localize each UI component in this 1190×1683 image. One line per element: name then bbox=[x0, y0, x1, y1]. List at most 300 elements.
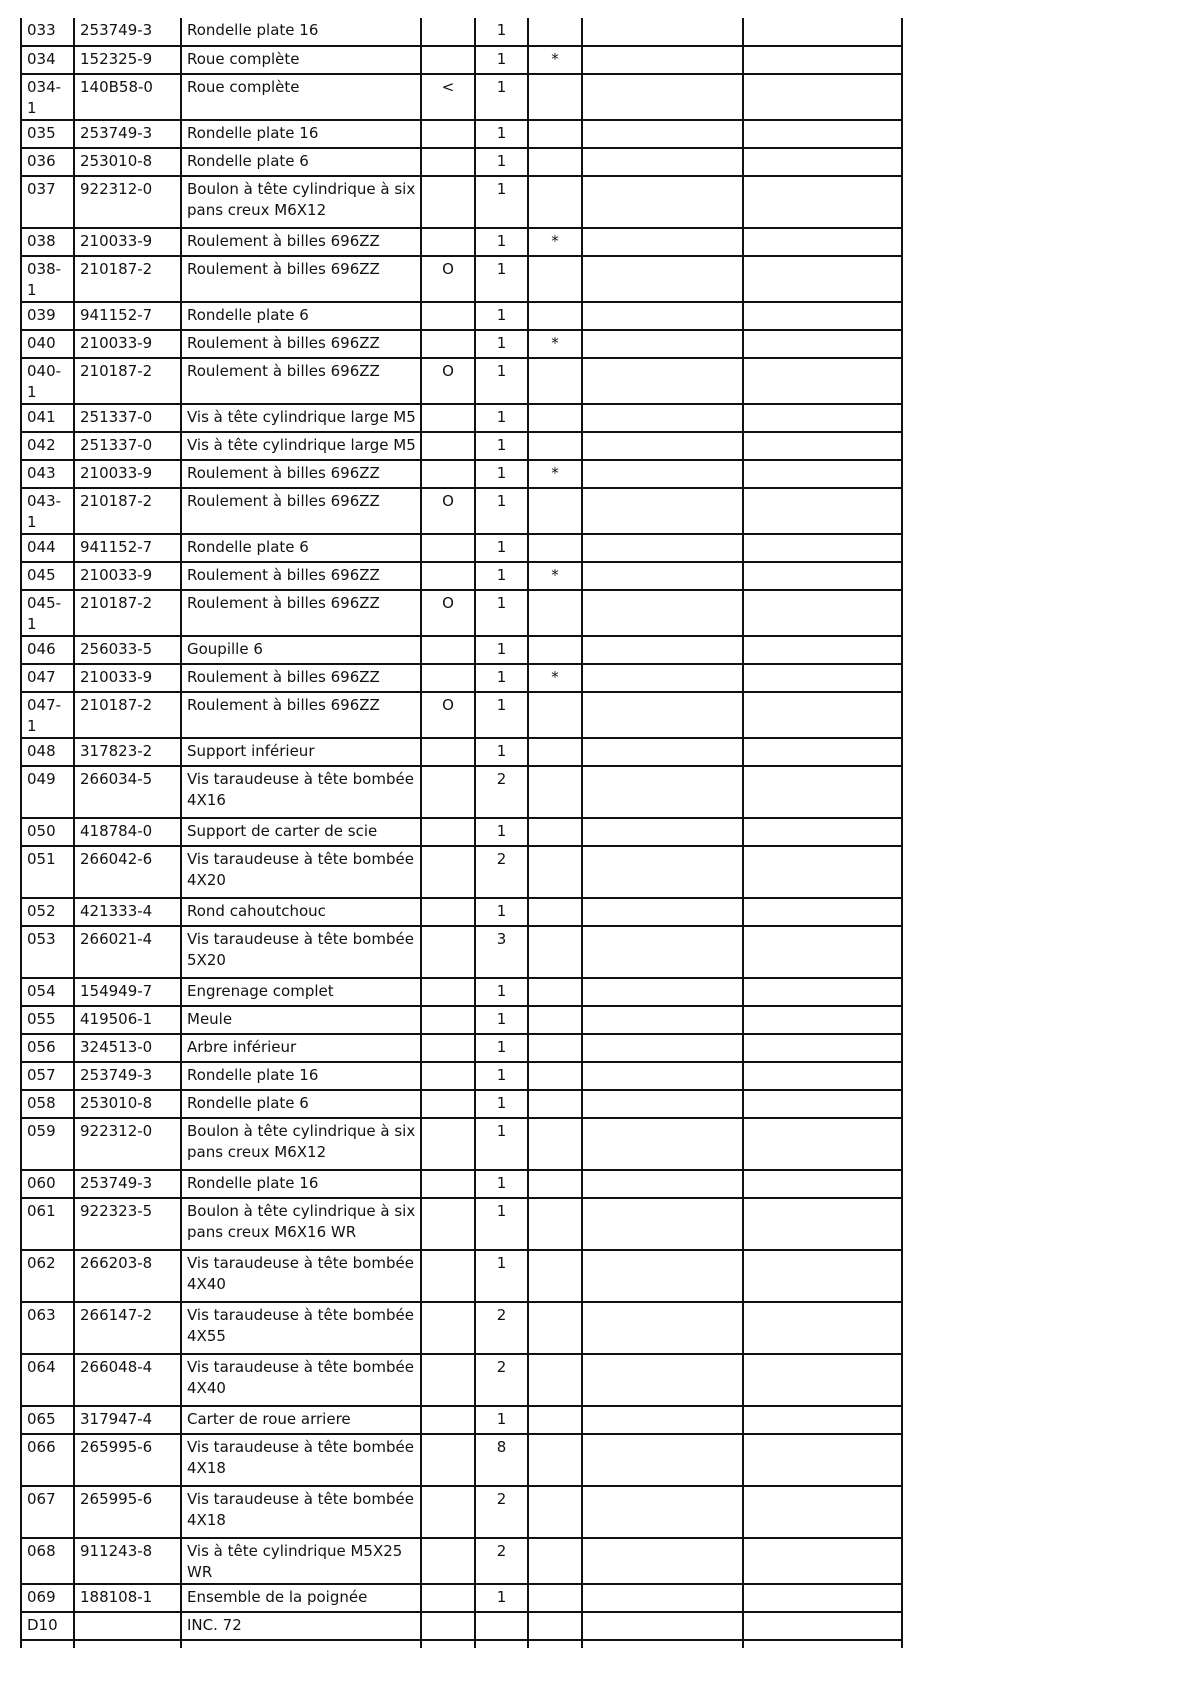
table-row bbox=[21, 228, 902, 256]
blank-cell bbox=[743, 846, 902, 898]
table-row bbox=[21, 404, 902, 432]
description-text: Vis à tête cylindrique large M5 bbox=[187, 436, 416, 454]
part-number-text: 253749-3 bbox=[80, 1066, 153, 1084]
blank-cell bbox=[743, 1486, 902, 1538]
quantity-cell bbox=[475, 1640, 528, 1648]
quantity-text: 1 bbox=[496, 124, 507, 142]
part-number-cell bbox=[74, 460, 181, 488]
item-number-cell bbox=[21, 664, 74, 692]
description-text: Vis taraudeuse à tête bombée 5X20 bbox=[187, 930, 414, 969]
quantity-cell bbox=[475, 330, 528, 358]
parts-table-body bbox=[21, 18, 902, 1648]
blank-cell bbox=[743, 1006, 902, 1034]
blank-cell bbox=[743, 926, 902, 978]
description-text: Vis taraudeuse à tête bombée 4X20 bbox=[187, 850, 414, 889]
blank-cell bbox=[743, 358, 902, 404]
blank-cell bbox=[743, 738, 902, 766]
mark-cell bbox=[421, 1090, 475, 1118]
blank-cell bbox=[743, 148, 902, 176]
item-number-text: 048 bbox=[27, 742, 56, 760]
description-text: Roulement à billes 696ZZ bbox=[187, 464, 380, 482]
item-number-cell bbox=[21, 18, 74, 46]
item-number-text: 062 bbox=[27, 1254, 56, 1272]
note-cell bbox=[528, 302, 582, 330]
quantity-cell bbox=[475, 1198, 528, 1250]
description-text: Roulement à billes 696ZZ bbox=[187, 566, 380, 584]
table-row bbox=[21, 460, 902, 488]
note-text bbox=[534, 121, 576, 123]
mark-text bbox=[427, 229, 469, 231]
mark-cell bbox=[421, 358, 475, 404]
quantity-cell bbox=[475, 302, 528, 330]
note-text bbox=[534, 1407, 576, 1409]
note-cell bbox=[528, 590, 582, 636]
mark-cell bbox=[421, 488, 475, 534]
part-number-cell bbox=[74, 562, 181, 590]
quantity-text: 1 bbox=[496, 668, 507, 686]
mark-text bbox=[427, 1641, 469, 1643]
note-text bbox=[534, 1487, 576, 1489]
description-text: Roue complète bbox=[187, 78, 300, 96]
note-text bbox=[534, 979, 576, 981]
blank-cell bbox=[743, 488, 902, 534]
mark-text bbox=[427, 331, 469, 333]
table-row bbox=[21, 664, 902, 692]
quantity-text: 1 bbox=[496, 1588, 507, 1606]
part-number-cell bbox=[74, 1302, 181, 1354]
quantity-cell bbox=[475, 148, 528, 176]
quantity-text bbox=[481, 1613, 522, 1615]
item-number-text: 037 bbox=[27, 180, 56, 198]
note-cell bbox=[528, 534, 582, 562]
note-cell bbox=[528, 18, 582, 46]
note-text bbox=[534, 1035, 576, 1037]
description-text: Boulon à tête cylindrique à six pans creux M6X12 bbox=[187, 180, 416, 219]
mark-text bbox=[427, 819, 469, 821]
item-number-cell bbox=[21, 488, 74, 534]
item-number-cell bbox=[21, 404, 74, 432]
item-number-text: 040 bbox=[27, 334, 56, 352]
item-number-cell bbox=[21, 846, 74, 898]
item-number-text: 047-1 bbox=[27, 696, 62, 735]
mark-text bbox=[427, 121, 469, 123]
description-cell bbox=[181, 1302, 421, 1354]
description-text: Rondelle plate 16 bbox=[187, 124, 319, 142]
quantity-cell bbox=[475, 1170, 528, 1198]
blank-cell bbox=[743, 460, 902, 488]
blank-cell bbox=[743, 692, 902, 738]
table-row bbox=[21, 1006, 902, 1034]
table-row bbox=[21, 1302, 902, 1354]
item-number-cell bbox=[21, 1006, 74, 1034]
mark-cell bbox=[421, 1538, 475, 1584]
item-number-cell bbox=[21, 46, 74, 74]
part-number-cell bbox=[74, 926, 181, 978]
note-cell bbox=[528, 74, 582, 120]
item-number-text: 061 bbox=[27, 1202, 56, 1220]
part-number-cell bbox=[74, 1006, 181, 1034]
note-cell bbox=[528, 1434, 582, 1486]
part-number-cell bbox=[74, 846, 181, 898]
part-number-text: 210033-9 bbox=[80, 334, 153, 352]
quantity-cell bbox=[475, 1612, 528, 1640]
note-text bbox=[534, 693, 576, 695]
note-cell bbox=[528, 358, 582, 404]
item-number-text: 067 bbox=[27, 1490, 56, 1508]
part-number-cell bbox=[74, 228, 181, 256]
blank-cell bbox=[743, 1406, 902, 1434]
blank-cell bbox=[743, 432, 902, 460]
item-number-cell bbox=[21, 1118, 74, 1170]
part-number-cell bbox=[74, 692, 181, 738]
quantity-text: 1 bbox=[496, 21, 507, 39]
item-number-cell bbox=[21, 1434, 74, 1486]
blank-cell bbox=[582, 74, 743, 120]
part-number-text: 419506-1 bbox=[80, 1010, 153, 1028]
note-text bbox=[534, 927, 576, 929]
part-number-text: 253749-3 bbox=[80, 21, 153, 39]
quantity-text: 2 bbox=[496, 1490, 507, 1508]
mark-cell bbox=[421, 818, 475, 846]
note-text bbox=[534, 405, 576, 407]
quantity-cell bbox=[475, 664, 528, 692]
blank-cell bbox=[743, 74, 902, 120]
description-cell bbox=[181, 590, 421, 636]
table-row bbox=[21, 1198, 902, 1250]
part-number-text: 317947-4 bbox=[80, 1410, 153, 1428]
table-row bbox=[21, 636, 902, 664]
note-text bbox=[534, 75, 576, 77]
quantity-text: 1 bbox=[496, 408, 507, 426]
description-text: Vis taraudeuse à tête bombée 4X18 bbox=[187, 1490, 414, 1529]
description-text: Roulement à billes 696ZZ bbox=[187, 232, 380, 250]
item-number-text: 043-1 bbox=[27, 492, 62, 531]
quantity-text: 1 bbox=[496, 464, 507, 482]
mark-cell bbox=[421, 1302, 475, 1354]
blank-cell bbox=[582, 256, 743, 302]
mark-cell bbox=[421, 692, 475, 738]
quantity-cell bbox=[475, 18, 528, 46]
table-row bbox=[21, 846, 902, 898]
mark-text bbox=[427, 1539, 469, 1541]
blank-cell bbox=[582, 664, 743, 692]
quantity-text: 1 bbox=[496, 640, 507, 658]
note-cell bbox=[528, 1170, 582, 1198]
description-text: Vis à tête cylindrique M5X25 WR bbox=[187, 1542, 403, 1581]
description-text: Rond cahoutchouc bbox=[187, 902, 326, 920]
item-number-text: 040-1 bbox=[27, 362, 62, 401]
item-number-cell bbox=[21, 1406, 74, 1434]
description-cell bbox=[181, 692, 421, 738]
mark-text bbox=[427, 1199, 469, 1201]
description-cell bbox=[181, 460, 421, 488]
item-number-cell bbox=[21, 978, 74, 1006]
note-text bbox=[534, 359, 576, 361]
mark-cell bbox=[421, 1434, 475, 1486]
note-text bbox=[534, 1199, 576, 1201]
table-row bbox=[21, 818, 902, 846]
quantity-text: 1 bbox=[496, 50, 507, 68]
mark-cell bbox=[421, 1584, 475, 1612]
quantity-text: 1 bbox=[496, 822, 507, 840]
note-cell bbox=[528, 692, 582, 738]
part-number-text bbox=[80, 1613, 175, 1615]
mark-text bbox=[427, 1435, 469, 1437]
note-cell bbox=[528, 1118, 582, 1170]
quantity-text: 1 bbox=[496, 1254, 507, 1272]
description-cell bbox=[181, 664, 421, 692]
part-number-text: 266203-8 bbox=[80, 1254, 153, 1272]
blank-cell bbox=[582, 898, 743, 926]
quantity-cell bbox=[475, 562, 528, 590]
part-number-text: 418784-0 bbox=[80, 822, 153, 840]
description-cell bbox=[181, 926, 421, 978]
blank-cell bbox=[582, 818, 743, 846]
item-number-cell bbox=[21, 1486, 74, 1538]
description-text: Engrenage complet bbox=[187, 982, 334, 1000]
part-number-cell bbox=[74, 148, 181, 176]
part-number-text: 266048-4 bbox=[80, 1358, 153, 1376]
quantity-text: 1 bbox=[496, 1122, 507, 1140]
blank-cell bbox=[582, 1250, 743, 1302]
item-number-text: 041 bbox=[27, 408, 56, 426]
note-text: * bbox=[551, 232, 559, 250]
mark-text bbox=[427, 927, 469, 929]
item-number-text: 068 bbox=[27, 1542, 56, 1560]
note-text bbox=[534, 637, 576, 639]
description-text: Rondelle plate 16 bbox=[187, 21, 319, 39]
part-number-cell bbox=[74, 120, 181, 148]
table-row bbox=[21, 18, 902, 46]
quantity-text: 1 bbox=[496, 362, 507, 380]
part-number-text: 251337-0 bbox=[80, 436, 153, 454]
item-number-text: 069 bbox=[27, 1588, 56, 1606]
item-number-text: 034 bbox=[27, 50, 56, 68]
mark-text bbox=[427, 1585, 469, 1587]
blank-cell bbox=[743, 534, 902, 562]
part-number-text: 154949-7 bbox=[80, 982, 153, 1000]
item-number-text: 065 bbox=[27, 1410, 56, 1428]
mark-cell bbox=[421, 664, 475, 692]
mark-cell bbox=[421, 978, 475, 1006]
quantity-text: 2 bbox=[496, 850, 507, 868]
item-number-text: 044 bbox=[27, 538, 56, 556]
item-number-text: 052 bbox=[27, 902, 56, 920]
note-text: * bbox=[551, 464, 559, 482]
description-cell bbox=[181, 1006, 421, 1034]
mark-text bbox=[427, 1119, 469, 1121]
blank-cell bbox=[582, 1354, 743, 1406]
note-cell bbox=[528, 562, 582, 590]
table-row bbox=[21, 1062, 902, 1090]
quantity-text: 1 bbox=[496, 1174, 507, 1192]
table-row bbox=[21, 1090, 902, 1118]
note-text bbox=[534, 1641, 576, 1643]
blank-cell bbox=[743, 176, 902, 228]
item-number-cell bbox=[21, 692, 74, 738]
part-number-text: 210187-2 bbox=[80, 362, 153, 380]
part-number-text: 922312-0 bbox=[80, 180, 153, 198]
quantity-cell bbox=[475, 358, 528, 404]
part-number-cell bbox=[74, 302, 181, 330]
blank-cell bbox=[582, 148, 743, 176]
note-text bbox=[534, 1063, 576, 1065]
description-text: INC. 72 bbox=[187, 1616, 242, 1634]
blank-cell bbox=[582, 1434, 743, 1486]
mark-text bbox=[427, 1487, 469, 1489]
item-number-text: 063 bbox=[27, 1306, 56, 1324]
part-number-text: 265995-6 bbox=[80, 1438, 153, 1456]
part-number-cell bbox=[74, 330, 181, 358]
mark-text bbox=[427, 1303, 469, 1305]
blank-cell bbox=[582, 1062, 743, 1090]
item-number-cell bbox=[21, 228, 74, 256]
quantity-cell bbox=[475, 74, 528, 120]
item-number-cell bbox=[21, 1250, 74, 1302]
description-cell bbox=[181, 562, 421, 590]
part-number-text: 210033-9 bbox=[80, 232, 153, 250]
note-text bbox=[534, 819, 576, 821]
mark-text bbox=[427, 739, 469, 741]
part-number-cell bbox=[74, 432, 181, 460]
description-text: Vis taraudeuse à tête bombée 4X16 bbox=[187, 770, 414, 809]
part-number-text: 922323-5 bbox=[80, 1202, 153, 1220]
description-cell bbox=[181, 534, 421, 562]
note-cell bbox=[528, 176, 582, 228]
item-number-cell bbox=[21, 330, 74, 358]
blank-cell bbox=[582, 590, 743, 636]
item-number-text: 066 bbox=[27, 1438, 56, 1456]
table-row bbox=[21, 692, 902, 738]
part-number-cell bbox=[74, 1118, 181, 1170]
mark-text: O bbox=[442, 594, 454, 612]
parts-list-table bbox=[20, 18, 903, 1648]
description-text: Carter de roue arriere bbox=[187, 1410, 351, 1428]
quantity-cell bbox=[475, 926, 528, 978]
quantity-text: 1 bbox=[496, 742, 507, 760]
table-row bbox=[21, 1584, 902, 1612]
item-number-text: 051 bbox=[27, 850, 56, 868]
part-number-cell bbox=[74, 1584, 181, 1612]
blank-cell bbox=[743, 590, 902, 636]
description-text: Roue complète bbox=[187, 50, 300, 68]
note-text: * bbox=[551, 50, 559, 68]
quantity-cell bbox=[475, 1486, 528, 1538]
description-cell bbox=[181, 1486, 421, 1538]
mark-cell bbox=[421, 74, 475, 120]
mark-cell bbox=[421, 460, 475, 488]
mark-text bbox=[427, 563, 469, 565]
part-number-text: 253010-8 bbox=[80, 1094, 153, 1112]
blank-cell bbox=[582, 302, 743, 330]
part-number-text: 210033-9 bbox=[80, 668, 153, 686]
item-number-cell bbox=[21, 358, 74, 404]
description-cell bbox=[181, 228, 421, 256]
note-text: * bbox=[551, 566, 559, 584]
mark-cell bbox=[421, 738, 475, 766]
description-text: Meule bbox=[187, 1010, 233, 1028]
note-cell bbox=[528, 978, 582, 1006]
quantity-text: 2 bbox=[496, 770, 507, 788]
description-cell bbox=[181, 1640, 421, 1648]
part-number-text: 941152-7 bbox=[80, 306, 153, 324]
note-text bbox=[534, 847, 576, 849]
quantity-cell bbox=[475, 978, 528, 1006]
table-row bbox=[21, 562, 902, 590]
mark-text bbox=[427, 303, 469, 305]
part-number-cell bbox=[74, 1612, 181, 1640]
mark-cell bbox=[421, 46, 475, 74]
item-number-text: 064 bbox=[27, 1358, 56, 1376]
quantity-text: 1 bbox=[496, 1410, 507, 1428]
blank-cell bbox=[582, 488, 743, 534]
mark-text bbox=[427, 47, 469, 49]
blank-cell bbox=[582, 176, 743, 228]
blank-cell bbox=[582, 1090, 743, 1118]
part-number-text: 253749-3 bbox=[80, 1174, 153, 1192]
description-cell bbox=[181, 1198, 421, 1250]
item-number-text: 055 bbox=[27, 1010, 56, 1028]
mark-cell bbox=[421, 432, 475, 460]
table-row bbox=[21, 1640, 902, 1648]
mark-text bbox=[427, 637, 469, 639]
description-text: Vis à tête cylindrique large M5 bbox=[187, 408, 416, 426]
blank-cell bbox=[582, 738, 743, 766]
mark-text: O bbox=[442, 362, 454, 380]
mark-cell bbox=[421, 898, 475, 926]
table-row bbox=[21, 1406, 902, 1434]
item-number-cell bbox=[21, 534, 74, 562]
blank-cell bbox=[582, 330, 743, 358]
table-row bbox=[21, 1170, 902, 1198]
note-text bbox=[534, 739, 576, 741]
item-number-cell bbox=[21, 1612, 74, 1640]
note-cell bbox=[528, 228, 582, 256]
note-cell bbox=[528, 636, 582, 664]
mark-text bbox=[427, 149, 469, 151]
blank-cell bbox=[743, 766, 902, 818]
part-number-cell bbox=[74, 1062, 181, 1090]
description-cell bbox=[181, 176, 421, 228]
description-text: Boulon à tête cylindrique à six pans creux M6X12 bbox=[187, 1122, 416, 1161]
quantity-text: 1 bbox=[496, 152, 507, 170]
note-cell bbox=[528, 1034, 582, 1062]
item-number-cell bbox=[21, 738, 74, 766]
quantity-text: 1 bbox=[496, 260, 507, 278]
blank-cell bbox=[582, 18, 743, 46]
part-number-cell bbox=[74, 18, 181, 46]
note-cell bbox=[528, 738, 582, 766]
mark-cell bbox=[421, 1354, 475, 1406]
table-row bbox=[21, 898, 902, 926]
part-number-cell bbox=[74, 1250, 181, 1302]
description-cell bbox=[181, 846, 421, 898]
description-text: Boulon à tête cylindrique à six pans creux M6X16 WR bbox=[187, 1202, 416, 1241]
blank-cell bbox=[743, 636, 902, 664]
mark-text bbox=[427, 177, 469, 179]
blank-cell bbox=[743, 18, 902, 46]
note-text bbox=[534, 1303, 576, 1305]
note-text bbox=[534, 1613, 576, 1615]
mark-text bbox=[427, 535, 469, 537]
mark-cell bbox=[421, 1612, 475, 1640]
table-row bbox=[21, 1354, 902, 1406]
mark-text bbox=[427, 1251, 469, 1253]
blank-cell bbox=[582, 766, 743, 818]
blank-cell bbox=[582, 846, 743, 898]
description-cell bbox=[181, 978, 421, 1006]
part-number-text: 941152-7 bbox=[80, 538, 153, 556]
